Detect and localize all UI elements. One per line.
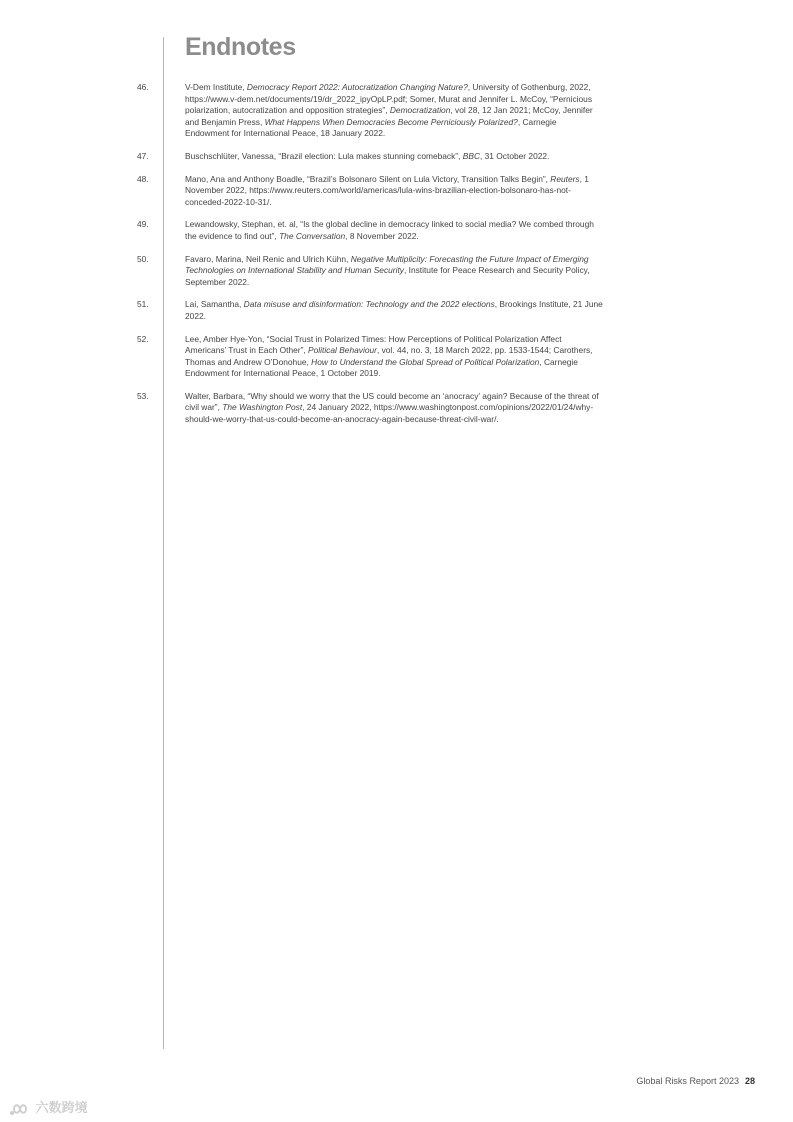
endnote-italic-title: BBC [462,150,480,161]
endnote-text [185,299,603,322]
endnote-item [0,334,793,380]
endnote-italic-title: Reuters [550,173,580,184]
endnote-item [0,174,793,209]
page-number: 28 [744,1076,755,1086]
endnote-italic-title: The Washington Post [222,402,303,413]
endnote-text-segment: , Carnegie Endowment for International Peace, 18 January 2022. [185,116,557,139]
endnote-item [0,391,793,426]
endnote-text [185,219,603,242]
endnote-number: 46. [137,82,149,92]
endnote-text-segment: Favaro, Marina, Neil Renic and Ulrich Kühn, [185,253,351,264]
endnote-text-segment: , Brookings Institute, 21 June 2022. [185,299,603,321]
endnote-item [0,299,793,322]
endnote-italic-title: Political Behaviour [308,345,377,356]
endnote-text-segment: Lai, Samantha, [185,299,244,310]
endnotes-list [0,82,793,437]
endnote-text-segment: , vol. 44, no. 3, 18 March 2022, pp. 1533-1544; Carothers, Thomas and Andrew O’Donohue, [185,345,593,367]
endnote-text [185,334,603,380]
endnote-text [185,151,603,163]
endnote-number: 47. [137,150,149,161]
endnote-italic-title: Democracy Report 2022: Autocratization Changing Nature? [246,82,468,92]
endnote-text-segment: , Institute for Peace Research and Security Policy, September 2022. [185,265,590,287]
endnote-text-segment: , 31 October 2022. [480,150,550,161]
endnote-text-segment: , vol 28, 12 Jan 2021; McCoy, Jennifer and Benjamin Press, [185,105,593,127]
endnote-text-segment: Lewandowsky, Stephan, et. al, “Is the global decline in democracy linked to social media? We combed through the evidence to find out”, [185,219,594,241]
endnote-text-segment: , 1 November 2022, https://www.reuters.com/world/americas/lula-wins-brazilian-election-bolsonaro-has-not-conceded-2022-10-31/. [185,173,589,207]
endnote-italic-title: Democratization [389,105,451,116]
footer-report-title: Global Risks Report 2023 [636,1076,739,1086]
endnote-text [185,174,603,209]
watermark-text: 六数跨境 [35,1100,88,1115]
endnote-item [0,219,793,242]
endnote-text-segment: , University of Gothenburg, 2022, https://www.v-dem.net/documents/19/dr_2022_ipyOpLP.pdf; Somer, Murat and Jennifer L. McCoy, “Pernicious polarization, autocratization and opposition strategies”, [185,82,593,116]
page-footer [636,1076,755,1086]
endnote-number: 48. [137,173,149,184]
endnote-text [185,391,603,426]
page-title: Endnotes [185,33,296,61]
endnote-text-segment: Mano, Ana and Anthony Boadle, “Brazil’s Bolsonaro Silent on Lula Victory, Transition Talks Begin”, [185,173,551,184]
endnote-text-segment: Walter, Barbara, “Why should we worry that the US could become an ‘anocracy’ again? Because of the threat of civil war”, [185,390,599,413]
endnote-italic-title: How to Understand the Global Spread of Political Polarization [311,356,540,367]
endnote-text-segment: , Carnegie Endowment for International Peace, 1 October 2019. [185,356,578,379]
endnote-italic-title: The Conversation [279,230,346,241]
endnote-text-segment: , 24 January 2022, https://www.washingtonpost.com/opinions/2022/01/24/why-should-we-worry-that-us-could-become-an-anocracy-again-because-threat-civil-war/. [185,402,594,425]
endnote-item [0,82,793,140]
endnote-text-segment: Lee, Amber Hye-Yon, “Social Trust in Polarized Times: How Perceptions of Political Polarization Affect Americans’ Trust in Each Other”, [185,333,562,356]
endnote-number: 50. [137,253,149,264]
endnote-italic-title: Data misuse and disinformation: Technology and the 2022 elections [243,299,495,310]
endnote-text [185,254,603,289]
infinity-logo-icon [8,1100,36,1115]
endnote-number: 52. [137,333,149,344]
endnote-number: 53. [137,390,149,401]
endnote-number: 51. [137,299,149,310]
endnote-italic-title: Negative Multiplicity: Forecasting the Future Impact of Emerging Technologies on International Stability and Human Security [185,253,589,276]
watermark [8,1097,88,1117]
endnote-text-segment: Buschschlüter, Vanessa, “Brazil election: Lula makes stunning comeback”, [185,150,463,161]
endnote-number: 49. [137,219,149,230]
endnote-text [185,82,603,140]
endnote-italic-title: What Happens When Democracies Become Perniciously Polarized? [264,116,518,127]
endnote-item [0,254,793,289]
endnote-text-segment: , 8 November 2022. [345,230,419,241]
endnote-item [0,151,793,163]
endnote-text-segment: V-Dem Institute, [185,82,247,92]
